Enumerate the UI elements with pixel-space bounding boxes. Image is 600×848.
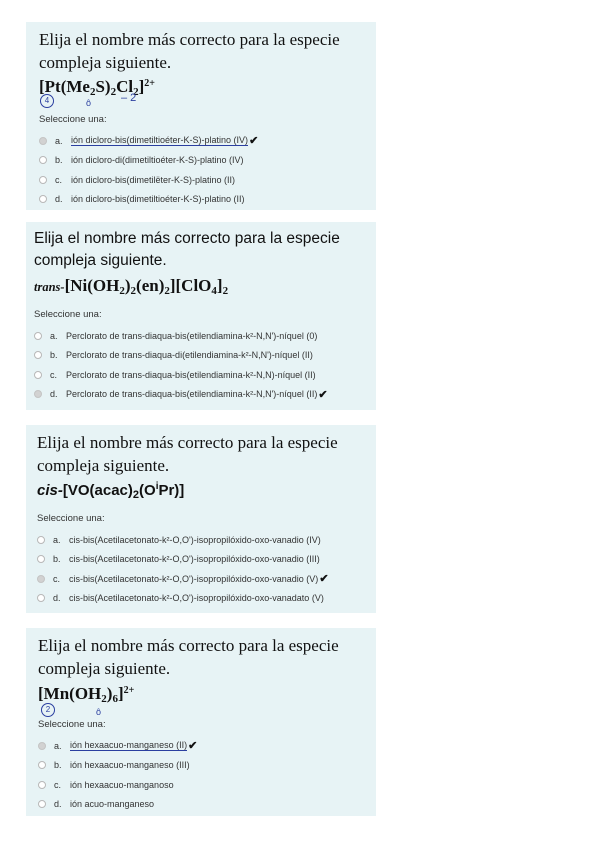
radio-button[interactable] — [39, 137, 47, 145]
question-text: Elija el nombre más correcto para la especie compleja siguiente. — [38, 636, 339, 678]
answer-option-c[interactable] — [37, 569, 364, 589]
option-label: Perclorato de trans-diaqua-bis(etilendiamina-k²-N,N')-níquel (0) — [66, 330, 318, 341]
answer-option-b[interactable] — [38, 756, 364, 776]
answer-option-c[interactable] — [38, 775, 364, 795]
check-icon: ✔ — [188, 740, 198, 753]
option-letter: c. — [55, 174, 63, 185]
option-label: Perclorato de trans-diaqua-bis(etilendiamina-k²-N,N')-níquel (II) — [66, 389, 318, 400]
radio-button[interactable] — [34, 351, 42, 359]
option-label: cis-bis(Acetilacetonato-k²-O,O')-isopropilóxido-oxo-vanadato (V) — [69, 593, 324, 604]
question-card-2 — [26, 222, 376, 410]
select-one-prompt: Seleccione una: — [37, 513, 105, 524]
answer-option-b[interactable] — [34, 346, 364, 366]
check-icon: ✔ — [318, 388, 328, 401]
complex-formula: cis-$[VO(acac)_2(O^iPr)]$ — [37, 481, 185, 501]
answer-option-a[interactable] — [38, 736, 364, 756]
option-letter: c. — [50, 369, 58, 380]
radio-button[interactable] — [39, 195, 47, 203]
answer-option-c[interactable] — [39, 170, 364, 190]
option-letter: d. — [55, 194, 63, 205]
select-one-prompt: Seleccione una: — [34, 309, 102, 320]
answer-option-d[interactable] — [34, 385, 364, 405]
option-letter: b. — [54, 760, 62, 771]
options-list — [39, 131, 364, 209]
option-letter: a. — [53, 534, 61, 545]
answer-option-b[interactable] — [39, 151, 364, 171]
options-list — [38, 736, 364, 814]
radio-button[interactable] — [37, 575, 45, 583]
option-label: Perclorato de trans-diaqua-bis(etilendiamina-k²-N,N)-níquel (II) — [66, 369, 316, 380]
option-letter: d. — [50, 389, 58, 400]
option-letter: b. — [55, 155, 63, 166]
option-letter: b. — [53, 554, 61, 565]
check-icon: ✔ — [249, 135, 259, 148]
complex-formula: $[Pt(Me_2S)_2Cl_2]^{2+}$ — [39, 77, 155, 98]
option-letter: a. — [55, 135, 63, 146]
option-label: ión hexaacuo-manganeso (III) — [70, 760, 190, 771]
option-letter: c. — [53, 573, 61, 584]
answer-option-d[interactable] — [39, 190, 364, 210]
radio-button[interactable] — [39, 176, 47, 184]
option-letter: a. — [50, 330, 58, 341]
question-text: Elija el nombre más correcto para la especie compleja siguiente. — [39, 30, 340, 72]
question-card-1 — [26, 22, 376, 210]
option-letter: c. — [54, 779, 62, 790]
option-label: ión dicloro-bis(dimetiltioéter-K-S)-platino (II) — [71, 194, 245, 205]
radio-button[interactable] — [38, 800, 46, 808]
option-label: ión dicloro-bis(dimetiltioéter-K-S)-platino (IV) — [71, 135, 249, 146]
radio-button[interactable] — [38, 781, 46, 789]
complex-formula: trans-$[Ni(OH_2)_2(en)_2][ClO_4]_2$ — [34, 276, 229, 297]
complex-formula: $[Mn(OH_2)_6]^{2+}$ — [38, 684, 135, 705]
radio-button[interactable] — [37, 555, 45, 563]
answer-option-c[interactable] — [34, 365, 364, 385]
radio-button[interactable] — [39, 156, 47, 164]
radio-button[interactable] — [38, 742, 46, 750]
option-letter: b. — [50, 350, 58, 361]
handwritten-circle-annotation: 2 — [41, 703, 55, 717]
question-card-3 — [26, 425, 376, 613]
radio-button[interactable] — [38, 761, 46, 769]
radio-button[interactable] — [34, 332, 42, 340]
answer-option-a[interactable] — [34, 326, 364, 346]
option-letter: a. — [54, 740, 62, 751]
select-one-prompt: Seleccione una: — [38, 719, 106, 730]
option-label: ión hexaacuo-manganoso — [70, 779, 174, 790]
radio-button[interactable] — [37, 594, 45, 602]
option-label: cis-bis(Acetilacetonato-k²-O,O')-isopropilóxido-oxo-vanadio (V) — [69, 573, 319, 584]
answer-option-d[interactable] — [38, 795, 364, 815]
question-text: Elija el nombre más correcto para la especie compleja siguiente. — [37, 433, 338, 475]
option-letter: d. — [54, 799, 62, 810]
answer-option-b[interactable] — [37, 550, 364, 570]
select-one-prompt: Seleccione una: — [39, 114, 107, 125]
radio-button[interactable] — [34, 371, 42, 379]
answer-option-a[interactable] — [37, 530, 364, 550]
check-icon: ✔ — [319, 573, 329, 586]
option-letter: d. — [53, 593, 61, 604]
radio-button[interactable] — [34, 390, 42, 398]
handwritten-zero-annotation: ô — [86, 98, 92, 108]
option-label: ión acuo-manganeso — [70, 799, 155, 810]
handwritten-zero-annotation: ô — [96, 707, 102, 717]
option-label: ión hexaacuo-manganeso (II) — [70, 740, 188, 751]
option-label: ión dicloro-di(dimetiltioéter-K-S)-platino (IV) — [71, 155, 244, 166]
options-list — [34, 326, 364, 404]
answer-option-d[interactable] — [37, 589, 364, 609]
option-label: Perclorato de trans-diaqua-di(etilendiamina-k²-N,N')-níquel (II) — [66, 350, 313, 361]
options-list — [37, 530, 364, 608]
answer-option-a[interactable] — [39, 131, 364, 151]
question-text: Elija el nombre más correcto para la especie compleja siguiente. — [34, 230, 340, 269]
radio-button[interactable] — [37, 536, 45, 544]
option-label: cis-bis(Acetilacetonato-k²-O,O')-isopropilóxido-oxo-vanadio (IV) — [69, 534, 321, 545]
handwritten-circle-annotation: 4 — [40, 94, 54, 108]
option-label: cis-bis(Acetilacetonato-k²-O,O')-isopropilóxido-oxo-vanadio (III) — [69, 554, 320, 565]
handwritten-minus-two-annotation: – 2 — [121, 92, 137, 104]
question-card-4 — [26, 628, 376, 816]
option-label: ión dicloro-bis(dimetilëter-K-S)-platino (II) — [71, 174, 236, 185]
